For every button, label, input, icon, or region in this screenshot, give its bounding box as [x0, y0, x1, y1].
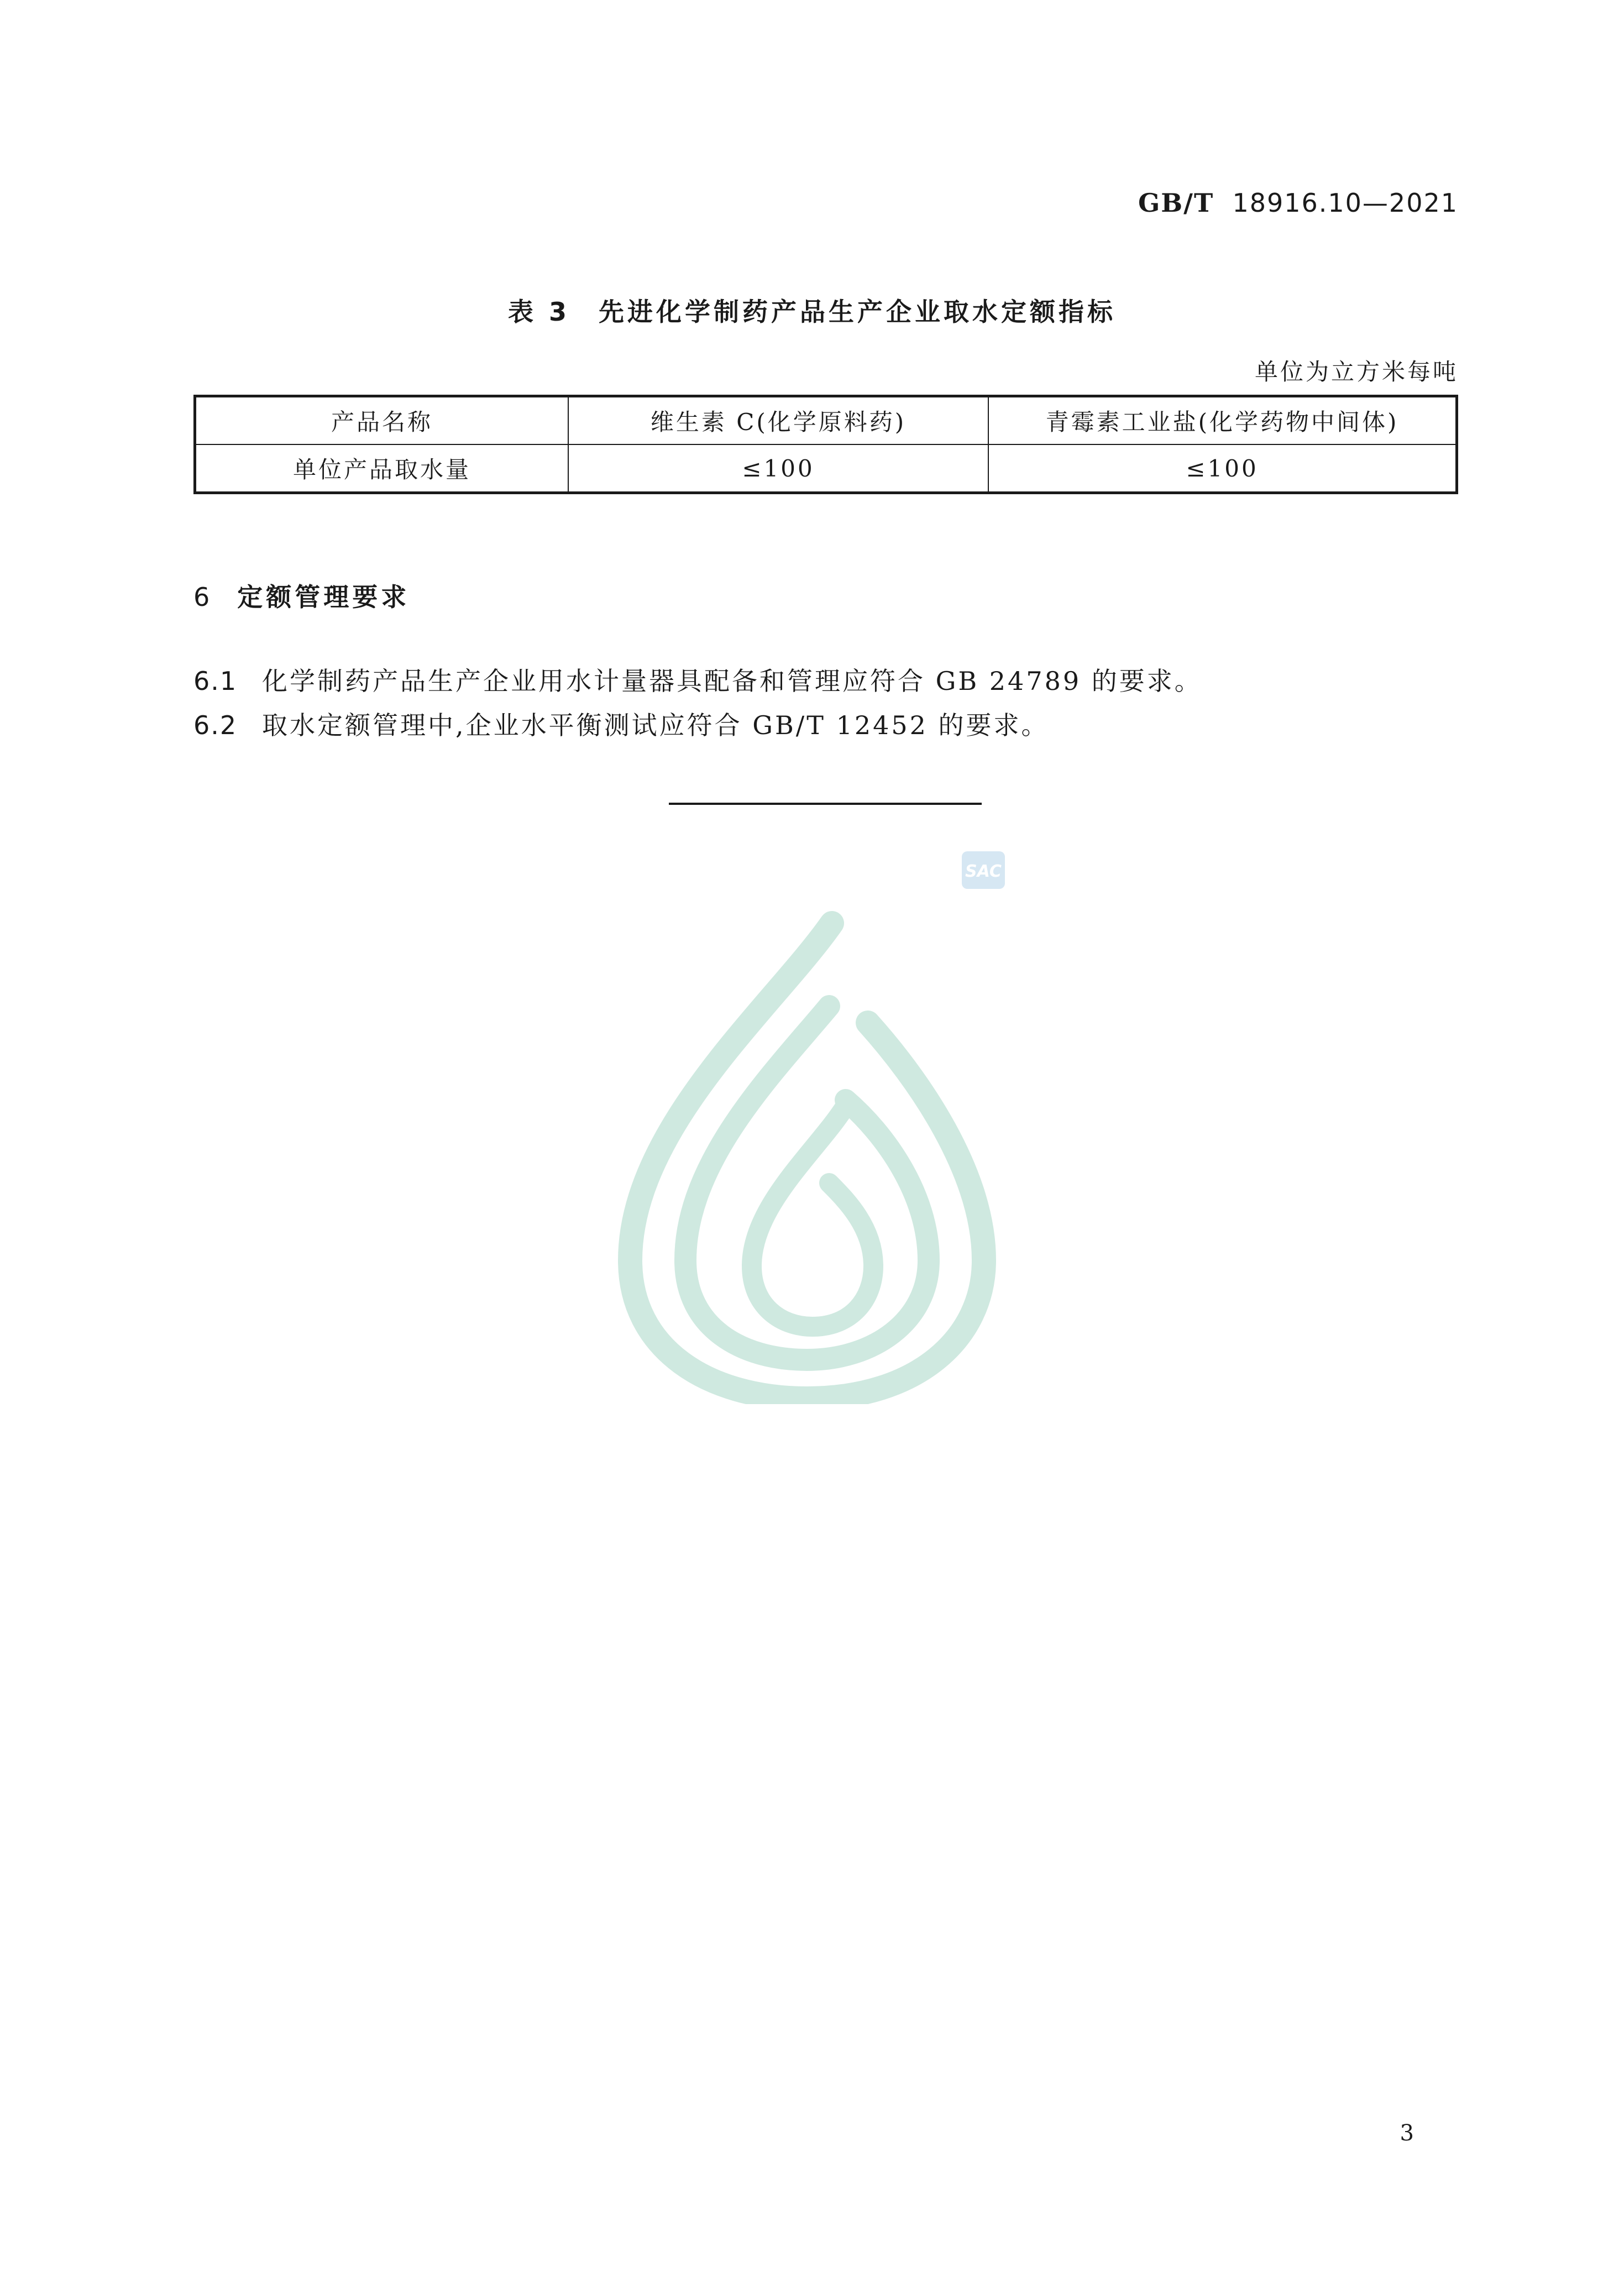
row-label-water-intake: 单位产品取水量: [195, 444, 569, 493]
water-drop-logo-icon: [608, 840, 1006, 1404]
value-penicillin-salt: ≤100: [988, 444, 1457, 493]
header-cell-product-name: 产品名称: [195, 396, 569, 445]
sac-badge: [962, 851, 1005, 889]
table-row: [195, 444, 1457, 493]
section-number: 6: [193, 582, 213, 612]
standard-number: [1138, 188, 1458, 218]
table-header-row: [195, 396, 1457, 445]
standard-prefix: GB/T: [1138, 188, 1214, 218]
clause-text: 取水定额管理中,企业水平衡测试应符合 GB/T 12452 的要求。: [262, 710, 1049, 740]
end-rule: [669, 803, 982, 805]
header-cell-vitamin-c: 维生素 C(化学原料药): [568, 396, 988, 445]
clause-text: 化学制药产品生产企业用水计量器具配备和管理应符合 GB 24789 的要求。: [262, 666, 1202, 696]
section-heading: [193, 577, 410, 614]
header-cell-penicillin-salt: 青霉素工业盐(化学药物中间体): [988, 396, 1457, 445]
page-number: 3: [1400, 2121, 1414, 2146]
drop-shape: [630, 923, 984, 1399]
clause-6-1: [193, 661, 1202, 698]
unit-note: 单位为立方米每吨: [1254, 358, 1458, 385]
section-title: 定额管理要求: [237, 582, 410, 612]
standard-code: 18916.10—2021: [1232, 188, 1458, 218]
sac-label: SAC: [965, 862, 1002, 881]
clause-number: 6.2: [193, 710, 238, 740]
clause-6-2: [193, 705, 1049, 742]
clause-number: 6.1: [193, 666, 238, 696]
value-vitamin-c: ≤100: [568, 444, 988, 493]
table-caption: 表 3 先进化学制药产品生产企业取水定额指标: [507, 297, 1117, 327]
quota-table: [193, 395, 1458, 494]
